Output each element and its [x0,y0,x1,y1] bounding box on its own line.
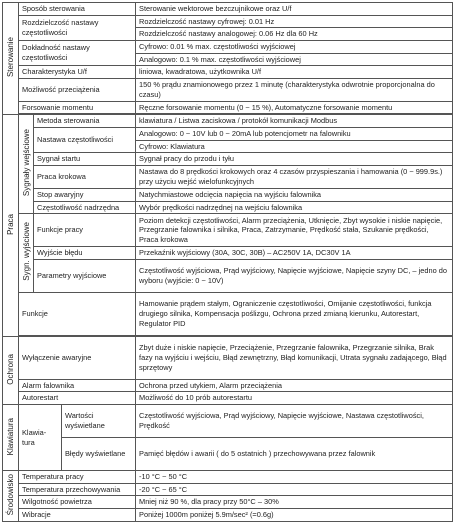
label-wilgotnosc: Wilgotność powietrza [19,496,136,509]
group-sygnaly-wejsciowe: Sygnały wejściowe [19,115,34,214]
label-funkcje-pracy: Funkcje pracy [34,214,136,247]
value-nastawa-cyfrowo: Cyfrowo: Klawiatura [136,140,453,153]
value-nastawa-analogowo: Analogowo: 0 ~ 10V lub 0 ~ 20mA lub potencjometr na falowniku [136,128,453,141]
label-wartosci-wyswietlane: Wartości wyświetlane [62,405,136,438]
value-wyjscie-bledu: Przekaźnik wyjściowy (30A, 30C, 30B) – AC250V 1A, DC30V 1A [136,247,453,260]
label-przeciazenie: Możliwość przeciążenia [19,78,136,101]
label-forsowanie: Forsowanie momentu [19,101,136,114]
label-autorestart: Autorestart [19,392,136,405]
label-stop-awaryjny: Stop awaryjny [34,188,136,201]
value-metoda: klawiatura / Listwa zaciskowa / protokół komunikacji Modbus [136,115,453,128]
label-czestotliwosc-nadrzedna: Częstotliwość nadrzędna [34,201,136,214]
value-przeciazenie: 150 % prądu znamionowego przez 1 minutę (charakterystyka odwrotnie proporcjonalna do czasu) [136,78,453,101]
value-bledy-wyswietlane: Pamięć błędów i awarii ( do 5 ostatnich ) przechowywana przez falownik [136,438,453,471]
value-charakterystyka: liniowa, kwadratowa, użytkownika U/f [136,66,453,79]
label-funkcje: Funkcje [19,292,136,335]
value-wilgotnosc: Mniej niż 90 %, dla pracy przy 50°C – 30% [136,496,453,509]
label-sygnal-startu: Sygnał startu [34,153,136,166]
value-dokladnosc-analogowo: Analogowo: 0.1 % max. częstotliwości wyjściowej [136,53,453,66]
value-funkcje: Hamowanie prądem stałym, Ograniczenie częstotliwości, Omijanie częstotliwości, funkcja drugiego silnika, Kompensacja poślizgu, Ochrona przed zmianą kierunku, Autorestart, Regulator PID [136,292,453,335]
value-sygnal-startu: Sygnał pracy do przodu i tyłu [136,153,453,166]
value-rozdzielczosc-analogowa: Rozdzielczość nastawy analogowej: 0.06 Hz dla 60 Hz [136,28,453,41]
value-czestotliwosc-nadrzedna: Wybór prędkości nadrzędnej na wejściu falownika [136,201,453,214]
value-wartosci-wyswietlane: Częstotliwość wyjściowa, Prąd wyjściowy, Napięcie wyjściowe, Nastawa częstotliwości, Prędkość [136,405,453,438]
value-temperatura-przechowywania: -20 °C ~ 65 °C [136,483,453,496]
label-temperatura-przechowywania: Temperatura przechowywania [19,483,136,496]
group-sterowanie: Sterowanie [3,3,19,115]
label-nastawa: Nastawa częstotliwości [34,128,136,153]
value-temperatura-pracy: -10 °C ~ 50 °C [136,471,453,484]
label-charakterystyka: Charakterystyka U/f [19,66,136,79]
label-metoda: Metoda sterowania [34,115,136,128]
group-ochrona: Ochrona [3,336,19,404]
group-sygn-wyjsciowe: Sygn. wyjściowe [19,214,34,293]
value-wibracje: Poniżej 1000m poniżej 5.9m/sec² (=0.6g) [136,508,453,521]
label-praca-krokowa: Praca krokowa [34,165,136,188]
spec-table [2,2,453,522]
label-wibracje: Wibracje [19,508,136,521]
label-alarm: Alarm falownika [19,379,136,392]
value-rozdzielczosc-cyfrowa: Rozdzielczość nastawy cyfrowej: 0.01 Hz [136,15,453,28]
value-funkcje-pracy: Poziom detekcji częstotliwości, Alarm przeciążenia, Utknięcie, Zbyt wysokie i niskie napięcie, Przegrzanie falownika i silnika, Praca, Zatrzymanie, Prędkość stała, Szukanie prędkości, Praca krokowa [136,214,453,247]
value-wylaczenie: Zbyt duże i niskie napięcie, Przeciążenie, Przegrzanie falownika, Przegrzanie silnika, Brak fazy na wyjściu i wejściu, Błąd zewnętrzny, Błąd komunikacji, Utrata sygnału zadającego, Błąd sprzętowy [136,336,453,379]
value-stop-awaryjny: Natychmiastowe odcięcia napięcia na wyjściu falownika [136,188,453,201]
value-autorestart: Możliwość do 10 prób autorestartu [136,392,453,405]
label-temperatura-pracy: Temperatura pracy [19,471,136,484]
value-praca-krokowa: Nastawa do 8 prędkości krokowych oraz 4 czasów przyspieszania i hamowania (0 ~ 999.9s.) przy użyciu wejść wielofunkcyjnych [136,165,453,188]
value-sposob-sterowania: Sterowanie wektorowe bezczujnikowe oraz U/f [136,3,453,16]
label-bledy-wyswietlane: Błędy wyświetlane [62,438,136,471]
value-alarm: Ochrona przed utykiem, Alarm przeciążenia [136,379,453,392]
label-klawiatura: Klawia-tura [19,405,62,471]
label-wylaczenie: Wyłączenie awaryjne [19,336,136,379]
label-parametry: Parametry wyjściowe [34,259,136,292]
label-dokladnosc: Dokładność nastawy częstotliwości [19,40,136,65]
value-dokladnosc-cyfrowo: Cyfrowo: 0.01 % max. częstotliwości wyjściowej [136,40,453,53]
label-wyjscie-bledu: Wyjście błędu [34,247,136,260]
group-klawiatura: Klawiatura [3,405,19,471]
label-rozdzielczosc: Rozdzielczość nastawy częstotliwości [19,15,136,40]
value-parametry: Częstotliwość wyjściowa, Prąd wyjściowy, Napięcie wyjściowe, Napięcie szyny DC, – jedno do wyboru (wyjście: 0 ~ 10V) [136,259,453,292]
group-praca: Praca [3,115,19,336]
label-sposob-sterowania: Sposób sterowania [19,3,136,16]
group-srodowisko: Środowisko [3,471,19,522]
value-forsowanie: Ręczne forsowanie momentu (0 ~ 15 %), Automatyczne forsowanie momentu [136,101,453,114]
